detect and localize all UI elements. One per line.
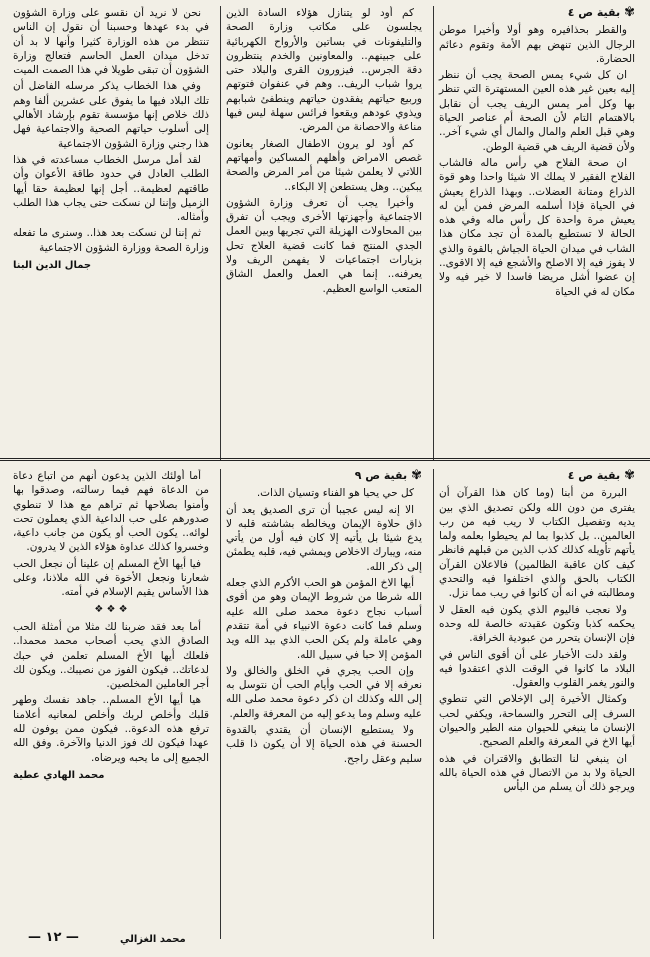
paragraph: هيا أيها الأخ المسلم.. جاهد نفسك وطهر قلبك وأخلص لربك وأخلص لمعانيه أعلامنا ترفع هذه الدعوة.. فيكون ممن يوفون لله عهدا فيكون لك فوز الدنيا والآخرة. وفق الله الجميع إلى ما يحبه ويرضاه. — [13, 694, 209, 764]
continuation-header — [439, 6, 635, 20]
paragraph: ولا نعجب فاليوم الذي يكون فيه العقل لا يحكمه كذبا وتكون عقيدته خالصة لله وحده فإن الإنسان يتحرر من عبودية الخرافة. — [439, 603, 635, 645]
paragraph: كل حي يحيا هو الفناء وتسيان الذات. — [256, 487, 414, 500]
author-signature: جمال الدين البنا — [13, 260, 92, 272]
paragraph: الا إنه ليس عجيبا أن ترى الصديق يعد أن ذاق حلاوة الإيمان ويخالطه بشاشته قلبه لا يدع شيئا بل يأتيه إلا كان فيه أول من يأتي منه، ويبارك الاخلاص ويمشي فيه، قلبه يطمئن إلى ذكر الله. — [226, 503, 422, 573]
paragraph: أما بعد فقد ضربنا لك مثلا من أمثلة الحب الصادق الذي يحب أصحاب محمد محمدا.. فلعلك أيها الأخ المسلم تعلمن في حبك لدعاتك.. فيكون الفوز من نصيبك.. ويكون لك أجر العاملين المخلصين. — [13, 620, 209, 691]
paragraph: فيا أيها الأخ المسلم إن علينا أن نجعل الحب شعارنا ونجعل الأخوة في الله ملاذنا، وعلى هذا الأساس يقيم الإسلام في أمته. — [13, 557, 209, 599]
continuation-label: بقية ص ٤ — [567, 469, 621, 482]
paragraph: وفي هذا الخطاب يذكر مرسله الفاضل أن تلك البلاد فيها ما يفوق على عشرين ألفا وهم ذلك خلاص إنها مؤسسة تقوم بإرشاد الأهالي إلى أسلوب حياتهم الصحية والاجتماعية فهل هذا رجني وزارة الشؤون الاجتماعية — [13, 80, 209, 150]
top-right-column — [433, 6, 640, 461]
bottom-right-column — [433, 469, 640, 939]
author-signature: محمد الهادي عطية — [13, 769, 105, 781]
paragraph: ولا يستطيع الإنسان أن يقتدي بالقدوة الحسنة في هذه الحياة إلا أن يكون ذا قلب سليم وعقل راجح. — [226, 724, 422, 765]
paragraph: لقد أمل مرسل الخطاب مساعدته في هذا الطلب العادل في حدود طاقة الأعوان وأن طاقتهم لعظيمة.. أجل إنها لعظيمة حقا أيها الزميل وإننا لن نسكت حتى يجاب هذا الطلب وأمثاله. — [13, 153, 209, 224]
paragraph: ان ينبغي لنا التطابق والاقتران في هذه الحياة ولا بد من الاتصال في هذه الحياة بالله ويرجو ذلك أن يسلم من البأس — [439, 752, 635, 794]
paragraph: كم أود لو يرون الاطفال الصغار يعانون غصص الامراض وأهلهم المساكين وأمهاتهم اللاتي لا يعلمن شيئا من أمر المرض والصحة يبكين.. وهل يستطعن إلا البكاء.. — [226, 137, 422, 193]
ornament-icon: ✾ — [624, 469, 635, 483]
bottom-section — [8, 469, 640, 939]
bottom-left-column — [8, 469, 214, 939]
continuation-header — [439, 469, 635, 483]
paragraph: ان كل شيء يمس الصحة يجب أن ننظر إليه بعين غير هذه العين المستهترة التي تنظر بها وكل أمر يمس الريف يجب أن نقابل بالاهتمام التام لأن الصحة أم عناصر الحياة وهي قبل العلم والمال والمال أي شيء آخر.. ولأن قضية الريف هي قضية الوطن. — [439, 69, 635, 153]
continuation-label: بقية ص ٤ — [567, 6, 621, 19]
top-left-column — [8, 6, 214, 461]
paragraph: ولقد دلت الأخبار على أن أقوى الناس في البلاد ما كانوا في الوقت الذي اعتقدوا فيه والنور يغمر القلوب والعقول. — [439, 648, 635, 690]
top-section — [8, 6, 640, 461]
continuation-header — [226, 469, 422, 483]
paragraph: والقطر بحذافيره وهو أولا وأخيرا موطن الرجال الذين تنهض بهم الأمة وتقوم دعائم الحضارة. — [439, 24, 635, 65]
section-divider — [0, 458, 650, 461]
paragraph: البررة من أبنا (وما كان هذا القرآن أن يفترى من دون الله ولكن تصديق الذي بين يديه وتفصيل الكتاب لا ريب فيه من رب العالمين.. بل كذبوا بما لم يحيطوا بعلمه ولما يأتهم تأويله كذلك كذب الذين من قبلهم فانظر كيف كان عاقبة الظالمين) فالاعلان القرآن الكتاب بالحق والذي اختلفوا فيه والتحدي ومطالبته في انه أن كانوا في ريب مما نزل. — [439, 487, 635, 600]
paragraph: نحن لا نريد أن نقسو على وزارة الشؤون في بدء عهدها وحسبنا أن نقول إن الناس تنتظر من هذه الوزارة كثيرا وأنها لا بد أن تدخل ميدان العمل الحاسم فتعالج وزارة الشؤون أن تبقى طويلا في هذا الصمت الميت — [13, 7, 209, 77]
ornament-icon: ✾ — [624, 6, 635, 20]
continuation-label: بقية ص ٩ — [354, 469, 408, 482]
bottom-middle-column — [220, 469, 427, 939]
section-separator-icon: ❖ ❖ ❖ — [94, 603, 128, 615]
author-signature: محمد الغزالي — [120, 934, 186, 945]
paragraph: ان صحة الفلاح هي رأس ماله فالشاب الفلاح الفقير لا يملك الا شيئا واحدا وهو قوة الذراع ومتانة العضلات.. وبهذا الذراع يعيش في الحياة فإذا أسلمه المرض فمن أين له يعيش مرة واحدة كل رأس ماله وفي هذه الحالة لا تستطيع بالمدة أن تجد مكان هذا الشاب في ميدان الحياة الجياش بالقوة والذي لا يفوز فيه إلا الاصلح والأشجع فيه إلا الاقوى.. إن عضوا أشل مريضا فاسدا لا خير فيه ولا مكان له في الحياة — [439, 156, 635, 298]
paragraph: وإن الحب يجري في الخلق والخالق ولا نعرفه إلا في الحب وأيام الحب أن نتوسل به إلى الله وكذلك ان ذكر دعوة محمد صلى الله عليه وسلم وما يدعو إليه من المعرفة والعلم. — [226, 664, 422, 720]
paragraph: وأخيرا يجب أن تعرف وزارة الشؤون الاجتماعية وأجهزتها الأخرى ويجب أن تفرق بين المحاولات الهزيلة التي تجريها وبين العمل الجدي المنتج فما كانت قضية العلاج تحل بزيارات اجتماعيات لا يفهمن الريف ولا يعرفنه.. إنما هي العمل والعمل الشاق المتعب الواسع العظيم. — [226, 196, 422, 295]
ornament-icon: ✾ — [411, 469, 422, 483]
paragraph: كم أود لو يتنازل هؤلاء السادة الذين يجلسون على مكاتب وزارة الصحة والتليفونات في بساتين والأرواح الكهربائية على جبينهم.. والمعاونين والخدم ينتظرون دقة الجرس.. فيزورون القرى والبلاد حتى يروا شباب الريف.. وهم في عنفوان فتوتهم وربيع حياتهم يفقدون حياتهم وينطفئ شبابهم ويذوي عودهم ويقعوا فرائس سهلة ليس فيها مناعة والاحصانة من المرض. — [226, 7, 422, 134]
paragraph: أيها الاخ المؤمن هو الحب الأكرم الذي جعله الله شرطا من شروط الإيمان وهو من أقوى أسباب نجاح دعوة محمد صلى الله عليه وسلم فما كانت دعوة الانبياء في أمة تتقدم وهي عاملة ولم يكن الحب الذي بيد الله ويد المؤمن إلا حبا في سبيل الله. — [226, 577, 422, 661]
page-number: — ١٢ — — [28, 930, 79, 945]
top-middle-column — [220, 6, 427, 461]
paragraph: ثم إننا لن نسكت بعد هذا.. وسنرى ما تفعله وزارة الصحة ووزارة الشؤون الاجتماعية — [13, 227, 209, 254]
paragraph: وكمثال الأخيرة إلى الإخلاص التي تنطوي السرف إلى التحرر والسماحة، ويكفي لحب الإنسان ما ينبغي للحيوان منه الطير والحيوان أيها الاخ في المعرفة والعلم الصحيح. — [439, 693, 635, 749]
paragraph: أما أولئك الذين يدعون أنهم من اتباع دعاة من الدعاة فهم فيما رسالته، وصدقوا بها وأمنوا بصلاحها ثم تراهم مع هذا لا تنطوي صدورهم على حب الداعية الذي يعملون تحت لوائه.. يكون الحب أو يكون من جانب داعية، وخسروا كذلك عداوة هؤلاء الذين لا يدرون. — [13, 470, 209, 554]
